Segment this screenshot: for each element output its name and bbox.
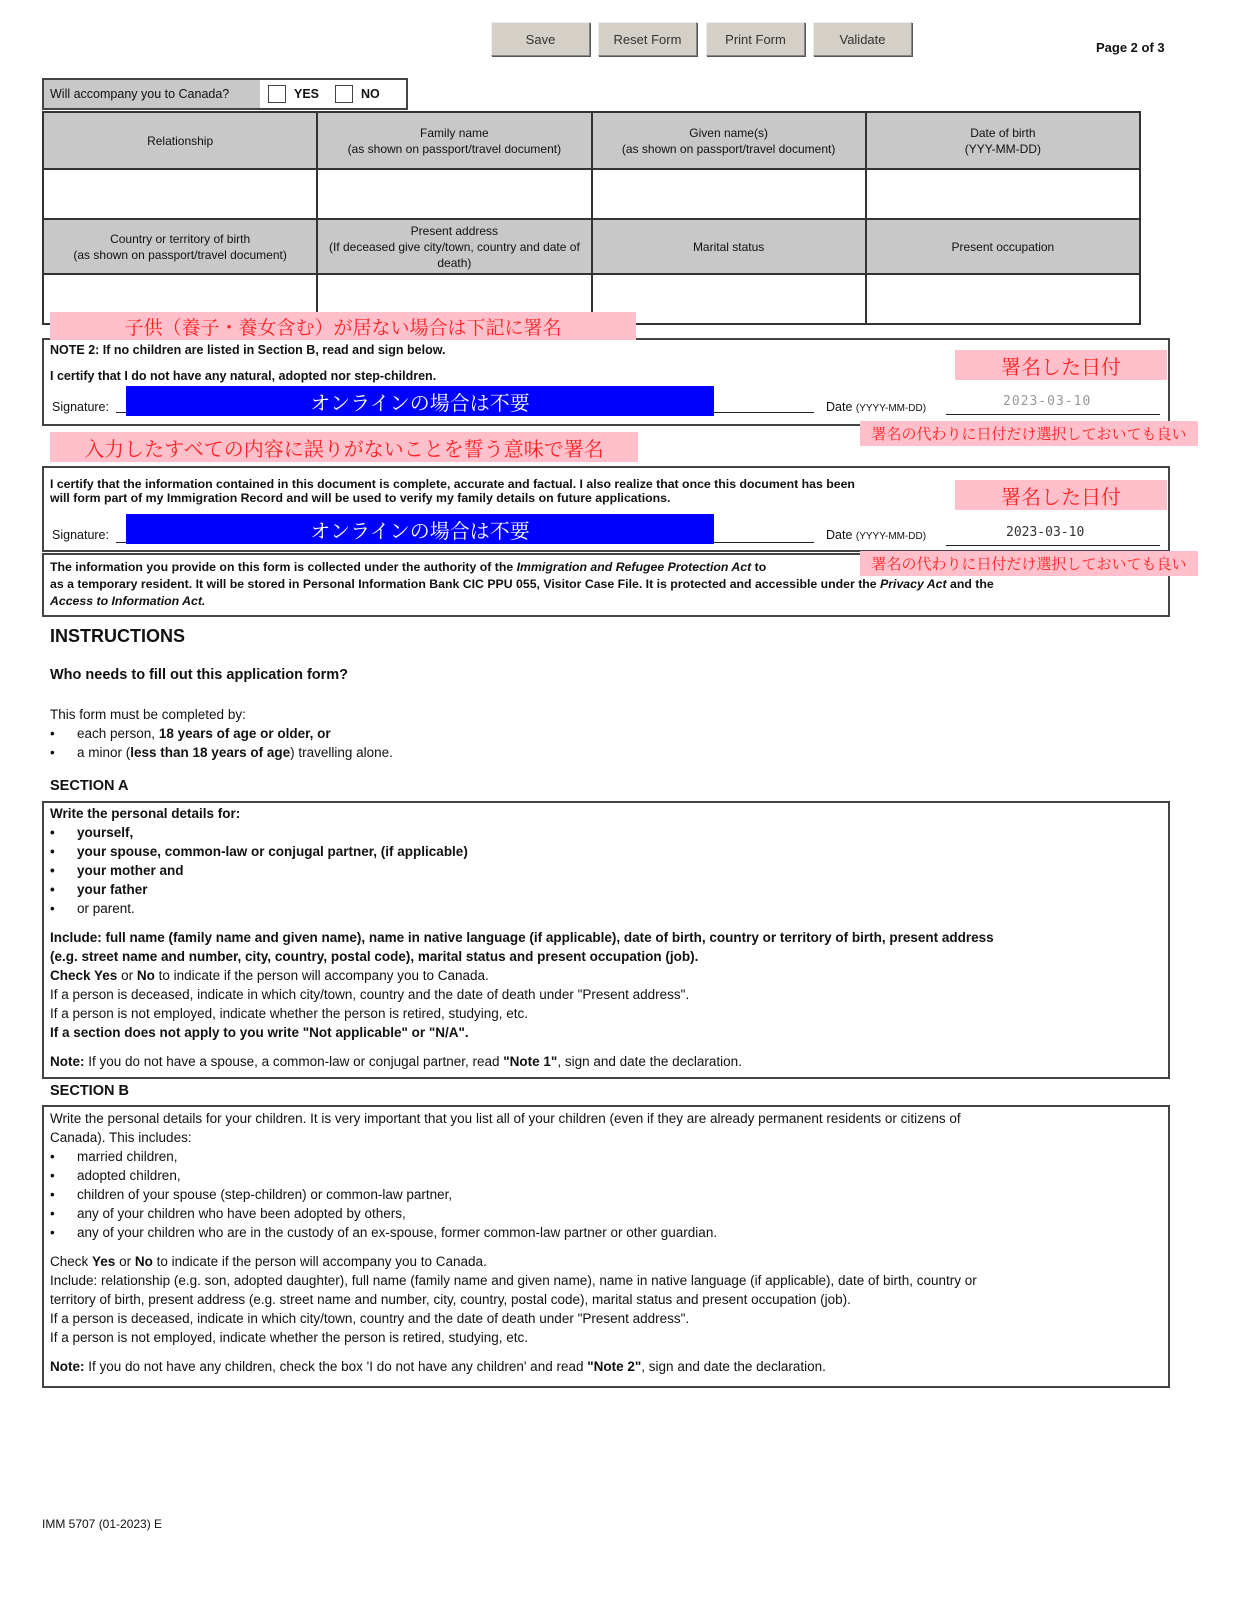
section-b-title: SECTION B: [50, 1083, 129, 1099]
declaration-date-field[interactable]: 2023-03-10: [1006, 525, 1085, 540]
who-heading: Who needs to fill out this application form?: [50, 667, 349, 683]
declaration-signature-label: Signature:: [52, 528, 109, 542]
date-of-birth-field[interactable]: [866, 169, 1140, 219]
annotation-online-not-required-1: オンラインの場合は不要: [126, 386, 714, 416]
header-family-name: Family name (as shown on passport/travel document): [317, 112, 591, 169]
validate-button[interactable]: Validate: [813, 22, 912, 56]
note2-signature-label: Signature:: [52, 400, 109, 414]
form-code-footer: IMM 5707 (01-2023) E: [42, 1517, 163, 1531]
print-form-button[interactable]: Print Form: [706, 22, 805, 56]
declaration-date-line: [946, 545, 1160, 546]
privacy-notice: The information you provide on this form is collected under the authority of the Immigration and Refugee Protection Act to as a temporary resident. It will be stored in Personal Information Bank CIC PPU 055, Visitor Case File. It is protected and accessible under the Privacy Act and the Access to Information Act.: [50, 560, 994, 608]
header-date-of-birth: Date of birth (YYY-MM-DD): [866, 112, 1140, 169]
section-a-title: SECTION A: [50, 778, 129, 794]
relationship-field[interactable]: [43, 169, 317, 219]
family-name-field[interactable]: [317, 169, 591, 219]
header-given-names: Given name(s) (as shown on passport/travel document): [592, 112, 866, 169]
note2-heading: NOTE 2: If no children are listed in Section B, read and sign below.: [50, 343, 446, 357]
annotation-online-not-required-2: オンラインの場合は不要: [126, 514, 714, 544]
note2-certify: I certify that I do not have any natural, adopted nor step-children.: [50, 369, 437, 383]
table-row: [43, 169, 1140, 219]
note2-date-line: [946, 414, 1160, 415]
annotation-certify: 入力したすべての内容に誤りがないことを誓う意味で署名: [50, 432, 638, 462]
table-header-row: [43, 219, 1140, 274]
yes-label: YES: [294, 87, 320, 101]
no-checkbox[interactable]: [335, 85, 353, 103]
save-button[interactable]: Save: [491, 22, 590, 56]
annotation-no-children: 子供（養子・養女含む）が居ない場合は下記に署名: [50, 312, 636, 340]
header-country-of-birth: Country or territory of birth (as shown on passport/travel document): [43, 219, 317, 274]
header-marital-status: Marital status: [592, 219, 866, 274]
instructions-title: INSTRUCTIONS: [50, 626, 185, 646]
accompany-question-row: [42, 78, 408, 110]
yes-checkbox[interactable]: [268, 85, 286, 103]
given-names-field[interactable]: [592, 169, 866, 219]
section-b-content: Write the personal details for your children. It is very important that you list all of your children (even if they are already permanent residents or citizens of Canada). This includes: • married children, • adopted children, • children of your spouse (step-children) or common-law partner, • any of your children who have been adopted by others, • any of your children who are in the custody of an ex-spouse, former common-law partner or other guardian. Check Yes or No to indicate if the person will accompany you to Canada. Include: relationship (e.g. son, adopted daughter), full name (family name and given name), name in native language (if applicable), date of birth, country or territory of birth, present address (e.g. street name and number, city, country, postal code), marital status and present occupation (job). If a person is deceased, indicate in which city/town, country and the date of death under "Present address". If a person is not employed, indicate whether the person is retired, studying, etc. Note: If you do not have any children, check the box 'I do not have any children' and read "Note 2", sign and date the declaration.: [50, 1111, 977, 1374]
reset-form-button[interactable]: Reset Form: [598, 22, 697, 56]
header-relationship: Relationship: [43, 112, 317, 169]
accompany-question: Will accompany you to Canada?: [44, 80, 260, 108]
header-present-address: Present address (If deceased give city/town, country and date of death): [317, 219, 591, 274]
section-a-content: Write the personal details for: • yourself, • your spouse, common-law or conjugal partner, (if applicable) • your mother and • your father • or parent. Include: full name (family name and given name), name in native language (if applicable), date of birth, country or territory of birth, present address (e.g. street name and number, city, country, postal code), marital status and present occupation (job). Check Yes or No to indicate if the person will accompany you to Canada. If a person is deceased, indicate in which city/town, country and the date of death under "Present address". If a person is not employed, indicate whether the person is retired, studying, etc. If a section does not apply to you write "Not applicable" or "N/A". Note: If you do not have a spouse, a common-law or conjugal partner, read "Note 1", sign and date the declaration.: [50, 806, 994, 1069]
who-list: This form must be completed by: • each person, 18 years of age or older, or • a minor (less than 18 years of age) travelling alone.: [50, 707, 393, 760]
note2-date-label: Date (YYYY-MM-DD): [826, 400, 927, 414]
family-member-table: [42, 111, 1141, 325]
table-header-row: [43, 112, 1140, 169]
present-occupation-field[interactable]: [866, 274, 1140, 324]
page-indicator: Page 2 of 3: [1096, 40, 1165, 55]
note2-date-field[interactable]: 2023-03-10: [1003, 394, 1092, 409]
declaration-text: I certify that the information contained in this document is complete, accurate and factual. I also realize that once this document has been will form part of my Immigration Record and will be used to verify my family details on future applications.: [50, 477, 855, 505]
declaration-date-label: Date (YYYY-MM-DD): [826, 528, 927, 542]
annotation-signed-date-1: 署名した日付: [955, 350, 1167, 380]
no-label: NO: [361, 87, 380, 101]
annotation-date-only-ok-2: 署名の代わりに日付だけ選択しておいても良い: [860, 551, 1198, 576]
annotation-signed-date-2: 署名した日付: [955, 480, 1167, 510]
header-present-occupation: Present occupation: [866, 219, 1140, 274]
annotation-date-only-ok-1: 署名の代わりに日付だけ選択しておいても良い: [860, 421, 1198, 446]
